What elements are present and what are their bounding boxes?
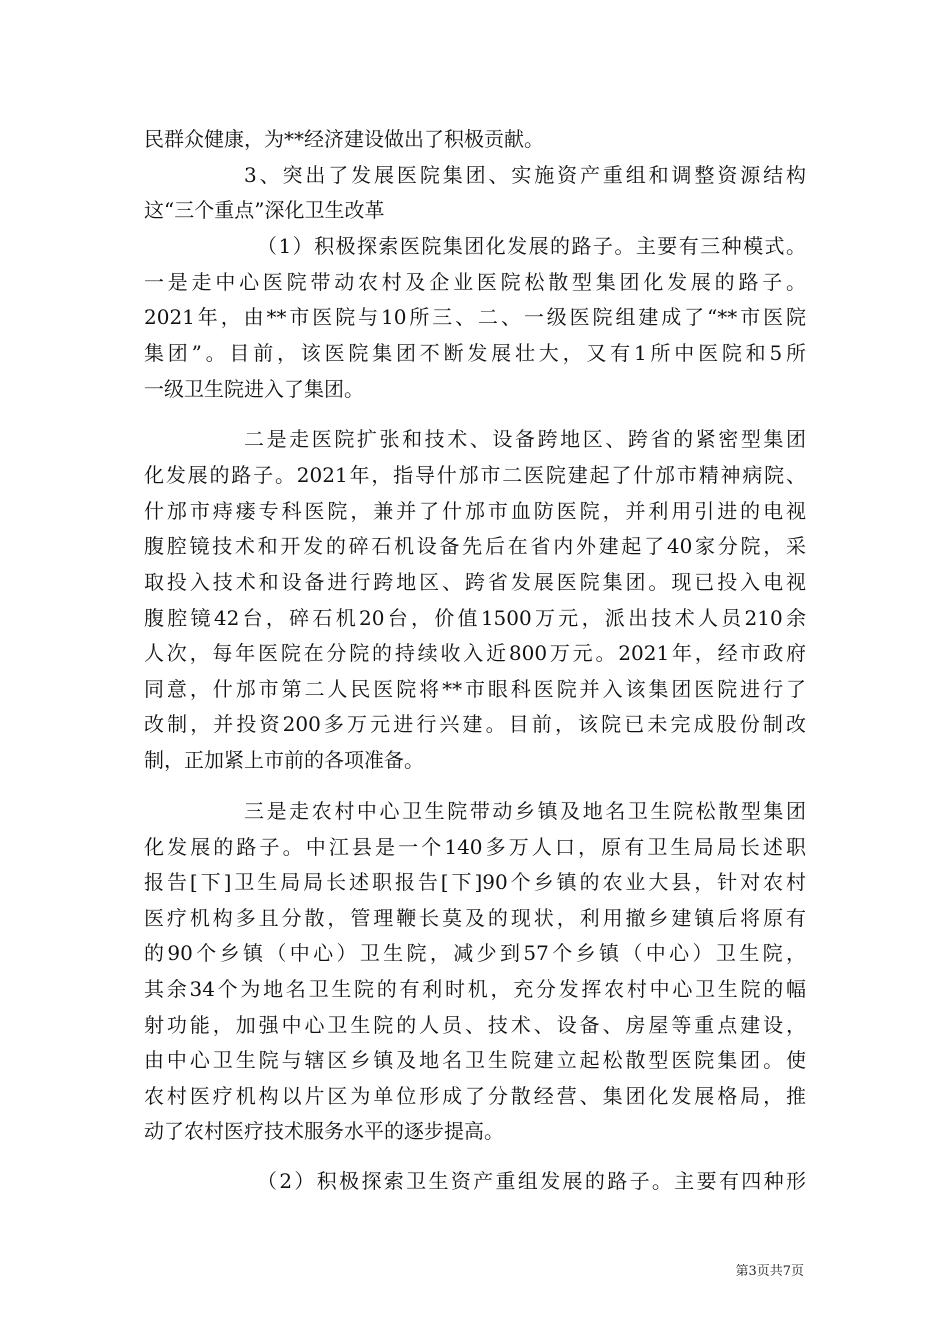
text-line-content: 农村医疗机构以片区为单位形成了分散经营、集团化发展格局，推 — [144, 1084, 806, 1108]
text-line-content: 化发展的路子。中江县是一个140多万人口，原有卫生局局长述职 — [144, 835, 806, 859]
text-line-content: 化发展的路子。2021年，指导什邡市二医院建起了什邡市精神病院、 — [144, 463, 806, 487]
text-line-content: 的90个乡镇（中心）卫生院，减少到57个乡镇（中心）卫生院， — [144, 941, 806, 965]
text-line-content: （1）积极探索医院集团化发展的路子。主要有三种模式。 — [257, 234, 806, 258]
text-line-content: 一级卫生院进入了集团。 — [144, 377, 364, 401]
text-line-content: 集团”。目前，该医院集团不断发展壮大，又有1所中医院和5所 — [144, 341, 806, 365]
text-line-content: 动了农村医疗技术服务水平的逐步提高。 — [144, 1119, 504, 1143]
text-line-content: 制，正加紧上市前的各项准备。 — [144, 748, 424, 772]
page-number-footer: 第3页共7页 — [735, 1264, 804, 1279]
text-line-content: 取投入技术和设备进行跨地区、跨省发展医院集团。现已投入电视 — [144, 570, 806, 594]
text-line-content: 其余34个为地名卫生院的有利时机，充分发挥农村中心卫生院的幅 — [144, 977, 806, 1001]
text-line-content: 医疗机构多且分散，管理鞭长莫及的现状，利用撤乡建镇后将原有 — [144, 906, 806, 930]
section-heading-content: 3、突出了发展医院集团、实施资产重组和调整资源结构 — [244, 163, 806, 187]
text-line-content: 报告[下]卫生局局长述职报告[下]90个乡镇的农业大县，针对农村 — [144, 870, 806, 894]
text-line-content: 三是走农村中心卫生院带动乡镇及地名卫生院松散型集团 — [244, 799, 806, 823]
text-line-content: 腹腔镜42台，碎石机20台，价值1500万元，派出技术人员210余 — [144, 606, 806, 630]
text-line-content: 腹腔镜技术和开发的碎石机设备先后在省内外建起了40家分院，采 — [144, 534, 806, 558]
text-line-content: 一是走中心医院带动农村及企业医院松散型集团化发展的路子。 — [144, 270, 806, 294]
text-line-content: 射功能，加强中心卫生院的人员、技术、设备、房屋等重点建设， — [144, 1013, 806, 1037]
text-line-content: 改制，并投资200多万元进行兴建。目前，该院已未完成股份制改 — [144, 712, 806, 736]
text-line-content: 2021年，由**市医院与10所三、二、一级医院组建成了“**市医院 — [144, 305, 806, 329]
text-line-content: 由中心卫生院与辖区乡镇及地名卫生院建立起松散型医院集团。使 — [144, 1048, 806, 1072]
text-line-content: 人次，每年医院在分院的持续收入近800万元。2021年，经市政府 — [144, 641, 806, 665]
text-line-content: 什邡市痔瘘专科医院，兼并了什邡市血防医院，并利用引进的电视 — [144, 499, 806, 523]
section-heading-content: 这“三个重点”深化卫生改革 — [144, 198, 385, 222]
text-line-content: （2）积极探索卫生资产重组发展的路子。主要有四种形 — [257, 1169, 806, 1193]
text-line-content: 同意，什邡市第二人民医院将**市眼科医院并入该集团医院进行了 — [144, 677, 806, 701]
text-line-content: 民群众健康，为**经济建设做出了积极贡献。 — [144, 127, 544, 151]
text-line-content: 二是走医院扩张和技术、设备跨地区、跨省的紧密型集团 — [244, 427, 806, 451]
